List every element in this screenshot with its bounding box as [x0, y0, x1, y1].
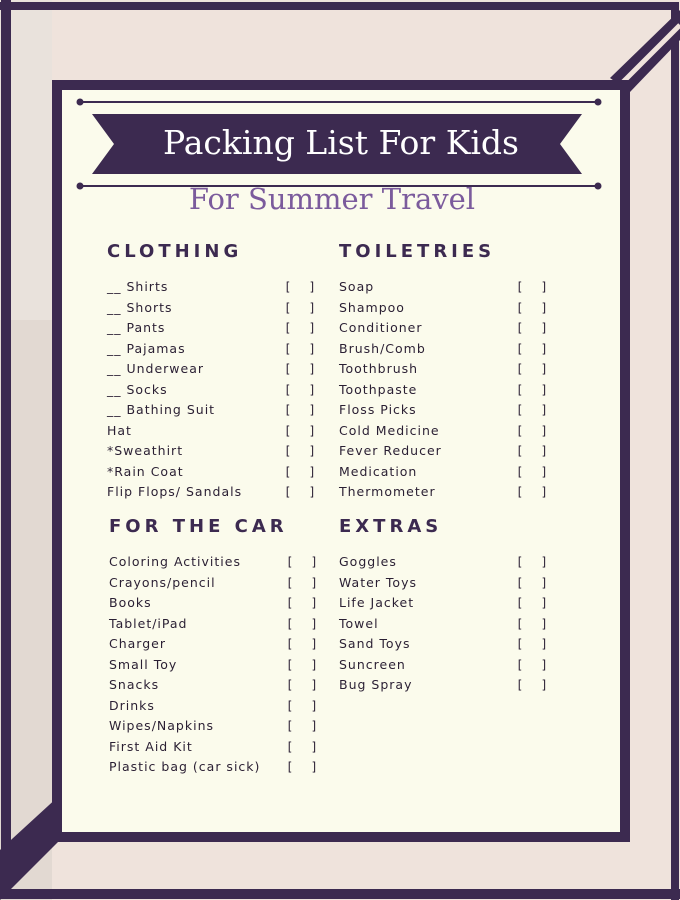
list-item [107, 277, 322, 298]
list-item [109, 593, 324, 614]
checkbox[interactable]: [ ] [284, 485, 317, 499]
checkbox[interactable]: [ ] [516, 321, 549, 335]
list-item [339, 318, 554, 339]
list-item [339, 675, 554, 696]
item-label: Flip Flops/ Sandals [107, 484, 243, 499]
checkbox[interactable]: [ ] [284, 423, 317, 438]
checkbox[interactable]: [ ] [284, 464, 317, 479]
checkbox[interactable]: [ ] [284, 362, 317, 376]
packing-list-card [52, 80, 630, 842]
list-item [107, 339, 322, 360]
checkbox[interactable]: [ ] [286, 760, 319, 774]
page-title: Packing List For Kids [163, 123, 519, 162]
item-label: Tablet/iPad [109, 615, 188, 631]
checkbox[interactable]: [ ] [286, 555, 319, 569]
list-item [339, 634, 554, 655]
list-item [109, 614, 324, 635]
list-item [107, 380, 322, 401]
checkbox[interactable]: [ ] [516, 464, 549, 479]
checkbox[interactable]: [ ] [286, 739, 319, 754]
list-item [339, 441, 554, 462]
list-item [339, 298, 554, 319]
list-item [109, 655, 324, 676]
for-the-car-list [109, 552, 324, 778]
checkbox[interactable]: [ ] [516, 678, 549, 692]
list-item [107, 298, 322, 319]
item-label: Soap [339, 279, 375, 294]
item-label: Fever Reducer [339, 443, 442, 458]
list-item [107, 462, 322, 483]
item-label: __ Bathing Suit [107, 402, 216, 417]
item-label: __ Shorts [107, 299, 173, 315]
toiletries-list [339, 277, 554, 503]
item-label: Plastic bag (car sick) [109, 759, 261, 774]
section-toiletries [339, 240, 554, 503]
item-label: Charger [109, 636, 166, 651]
list-item [109, 737, 324, 758]
list-item [107, 421, 322, 442]
list-item [339, 593, 554, 614]
item-label: Toothpaste [339, 381, 418, 397]
list-item [339, 400, 554, 421]
item-label: Wipes/Napkins [109, 718, 214, 733]
item-label: Sand Toys [339, 636, 411, 651]
list-item [107, 400, 322, 421]
checkbox[interactable]: [ ] [516, 423, 549, 438]
list-item [339, 359, 554, 380]
item-label: Water Toys [339, 574, 417, 590]
checkbox[interactable]: [ ] [286, 575, 319, 590]
section-clothing [107, 240, 322, 503]
list-item [109, 552, 324, 573]
checkbox[interactable]: [ ] [516, 382, 549, 397]
item-label: Medication [339, 463, 418, 479]
list-item [107, 441, 322, 462]
item-label: Floss Picks [339, 402, 417, 417]
list-item [109, 573, 324, 594]
page-subtitle: For Summer Travel [188, 182, 476, 216]
list-item [339, 277, 554, 298]
item-label: Snacks [109, 677, 160, 692]
item-label: Brush/Comb [339, 340, 426, 356]
list-item [109, 634, 324, 655]
list-item [339, 339, 554, 360]
checkbox[interactable]: [ ] [516, 444, 549, 458]
item-label: Toothbrush [339, 361, 419, 376]
item-label: Books [109, 595, 152, 610]
list-item [339, 552, 554, 573]
item-label: Drinks [109, 697, 155, 713]
item-label: Cold Medicine [339, 422, 440, 438]
item-label: __ Pants [107, 320, 166, 335]
item-label: Life Jacket [339, 595, 415, 610]
checkbox[interactable]: [ ] [516, 341, 549, 356]
checkbox[interactable]: [ ] [286, 698, 319, 713]
checkbox[interactable]: [ ] [516, 657, 549, 672]
checkbox[interactable]: [ ] [516, 362, 549, 376]
section-heading-toiletries: TOILETRIES [339, 241, 496, 262]
section-heading-for-the-car: FOR THE CAR [109, 516, 288, 537]
checkbox[interactable]: [ ] [286, 678, 319, 692]
card-inner [62, 90, 620, 832]
section-heading-extras: EXTRAS [339, 516, 443, 537]
item-label: Coloring Activities [109, 554, 241, 569]
checkbox[interactable]: [ ] [286, 719, 319, 733]
list-item [109, 716, 324, 737]
item-label: Small Toy [109, 656, 178, 672]
checkbox[interactable]: [ ] [284, 300, 317, 315]
item-label: __ Pajamas [107, 340, 186, 356]
section-extras [339, 515, 554, 696]
checkbox[interactable]: [ ] [284, 280, 317, 294]
checkbox[interactable]: [ ] [516, 616, 549, 631]
list-item [109, 675, 324, 696]
extras-list [339, 552, 554, 696]
list-item [107, 359, 322, 380]
list-item [339, 655, 554, 676]
item-label: Bug Spray [339, 677, 413, 692]
checkbox[interactable]: [ ] [286, 596, 319, 610]
item-label: Goggles [339, 554, 397, 569]
checkbox[interactable]: [ ] [286, 657, 319, 672]
checkbox[interactable]: [ ] [516, 485, 549, 499]
checkbox[interactable]: [ ] [284, 444, 317, 458]
list-item [339, 380, 554, 401]
checkbox[interactable]: [ ] [284, 321, 317, 335]
checkbox[interactable]: [ ] [516, 596, 549, 610]
item-label: First Aid Kit [109, 738, 193, 754]
list-item [109, 757, 324, 778]
section-heading-clothing: CLOTHING [107, 241, 243, 262]
item-label: *Rain Coat [107, 463, 184, 479]
item-label: *Sweathirt [107, 443, 184, 458]
list-item [109, 696, 324, 717]
item-label: __ Shirts [107, 279, 169, 294]
item-label: Crayons/pencil [109, 574, 216, 590]
checkbox[interactable]: [ ] [286, 616, 319, 631]
checkbox[interactable]: [ ] [516, 575, 549, 590]
item-label: Hat [107, 422, 132, 438]
item-label: __ Underwear [107, 361, 205, 376]
checkbox[interactable]: [ ] [284, 341, 317, 356]
checkbox[interactable]: [ ] [284, 382, 317, 397]
list-item [107, 318, 322, 339]
item-label: Thermometer [339, 484, 436, 499]
checkbox[interactable]: [ ] [516, 403, 549, 417]
list-item [339, 482, 554, 503]
list-item [339, 462, 554, 483]
checkbox[interactable]: [ ] [516, 280, 549, 294]
checkbox[interactable]: [ ] [516, 637, 549, 651]
checkbox[interactable]: [ ] [284, 403, 317, 417]
item-label: Towel [339, 615, 379, 631]
section-for-the-car [109, 515, 324, 778]
checkbox[interactable]: [ ] [516, 555, 549, 569]
list-item [107, 482, 322, 503]
list-item [339, 421, 554, 442]
clothing-list [107, 277, 322, 503]
item-label: Suncreen [339, 656, 406, 672]
list-item [339, 614, 554, 635]
item-label: Shampoo [339, 299, 405, 315]
checkbox[interactable]: [ ] [516, 300, 549, 315]
item-label: __ Socks [107, 381, 168, 397]
checkbox[interactable]: [ ] [286, 637, 319, 651]
list-item [339, 573, 554, 594]
item-label: Conditioner [339, 320, 423, 335]
